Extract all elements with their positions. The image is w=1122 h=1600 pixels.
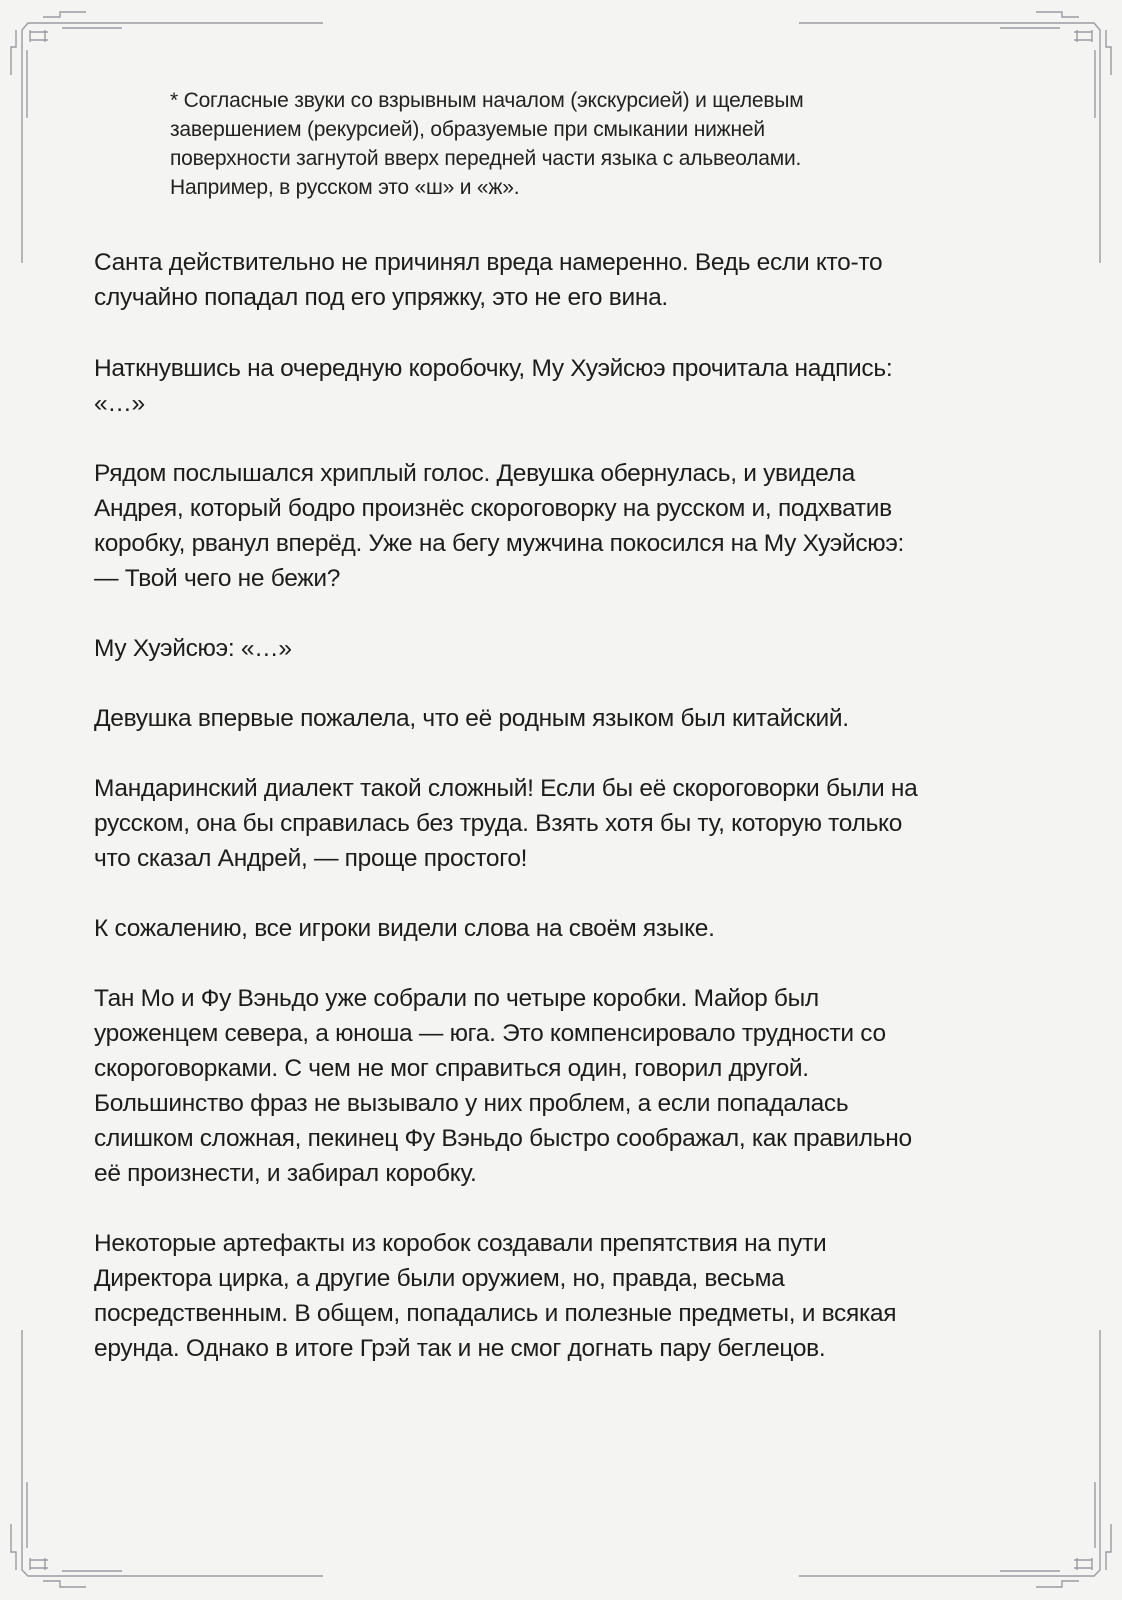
paragraph-line: Тан Мо и Фу Вэньдо уже собрали по четыре коробки. Майор был (94, 985, 819, 1012)
paragraph-7 (94, 911, 1054, 946)
paragraph-line: «…» (94, 390, 145, 417)
paragraph-8 (94, 981, 1054, 1191)
paragraph-3 (94, 456, 1054, 596)
paragraph-line: Санта действительно не причинял вреда намеренно. Ведь если кто-то (94, 249, 883, 276)
paragraph-line: Андрея, который бодро произнёс скороговорку на русском и, подхватив (94, 495, 892, 522)
paragraph-line: слишком сложная, пекинец Фу Вэньдо быстро соображал, как правильно (94, 1125, 912, 1152)
paragraph-4 (94, 631, 1054, 666)
paragraph-line: Му Хуэйсюэ: «…» (94, 635, 292, 662)
paragraph-line: случайно попадал под его упряжку, это не его вина. (94, 284, 668, 311)
paragraph-line: Мандаринский диалект такой сложный! Если бы её скороговорки были на (94, 775, 918, 802)
paragraph-line: Большинство фраз не вызывало у них проблем, а если попадалась (94, 1090, 849, 1117)
footnote-line: * Согласные звуки со взрывным началом (экскурсией) и щелевым (170, 89, 804, 112)
paragraph-2 (94, 351, 1054, 421)
paragraph-1 (94, 245, 1054, 315)
footnote-line: завершением (рекурсией), образуемые при смыкании нижней (170, 118, 765, 141)
paragraph-line: уроженцем севера, а юноша — юга. Это компенсировало трудности со (94, 1020, 886, 1047)
paragraph-line: К сожалению, все игроки видели слова на своём языке. (94, 915, 715, 942)
paragraph-line: русском, она бы справилась без труда. Взять хотя бы ту, которую только (94, 810, 903, 837)
paragraph-line: ерунда. Однако в итоге Грэй так и не смог догнать пару беглецов. (94, 1335, 826, 1362)
paragraph-5 (94, 701, 1054, 736)
frame-corner-icon-bottom-right (799, 1330, 1111, 1587)
footnote (170, 86, 950, 202)
paragraph-9 (94, 1226, 1054, 1366)
paragraph-line: Наткнувшись на очередную коробочку, Му Хуэйсюэ прочитала надпись: (94, 355, 893, 382)
frame-corner-icon-bottom-left (11, 1330, 323, 1587)
paragraph-line: Рядом послышался хриплый голос. Девушка обернулась, и увидела (94, 460, 855, 487)
paragraph-line: — Твой чего не бежи? (94, 565, 341, 592)
footnote-line: поверхности загнутой вверх передней части языка с альвеолами. (170, 147, 802, 170)
paragraph-6 (94, 771, 1054, 876)
paragraph-line: Директора цирка, а другие были оружием, но, правда, весьма (94, 1265, 785, 1292)
paragraph-line: что сказал Андрей, — проще простого! (94, 845, 528, 872)
footnote-line: Например, в русском это «ш» и «ж». (170, 176, 520, 199)
paragraph-line: скороговорками. С чем не мог справиться один, говорил другой. (94, 1055, 809, 1082)
paragraph-line: Некоторые артефакты из коробок создавали препятствия на пути (94, 1230, 827, 1257)
paragraph-line: коробку, рванул вперёд. Уже на бегу мужчина покосился на Му Хуэйсюэ: (94, 530, 905, 557)
paragraph-line: её произнести, и забирал коробку. (94, 1160, 477, 1187)
paragraph-line: посредственным. В общем, попадались и полезные предметы, и всякая (94, 1300, 897, 1327)
paragraph-line: Девушка впервые пожалела, что её родным языком был китайский. (94, 705, 849, 732)
